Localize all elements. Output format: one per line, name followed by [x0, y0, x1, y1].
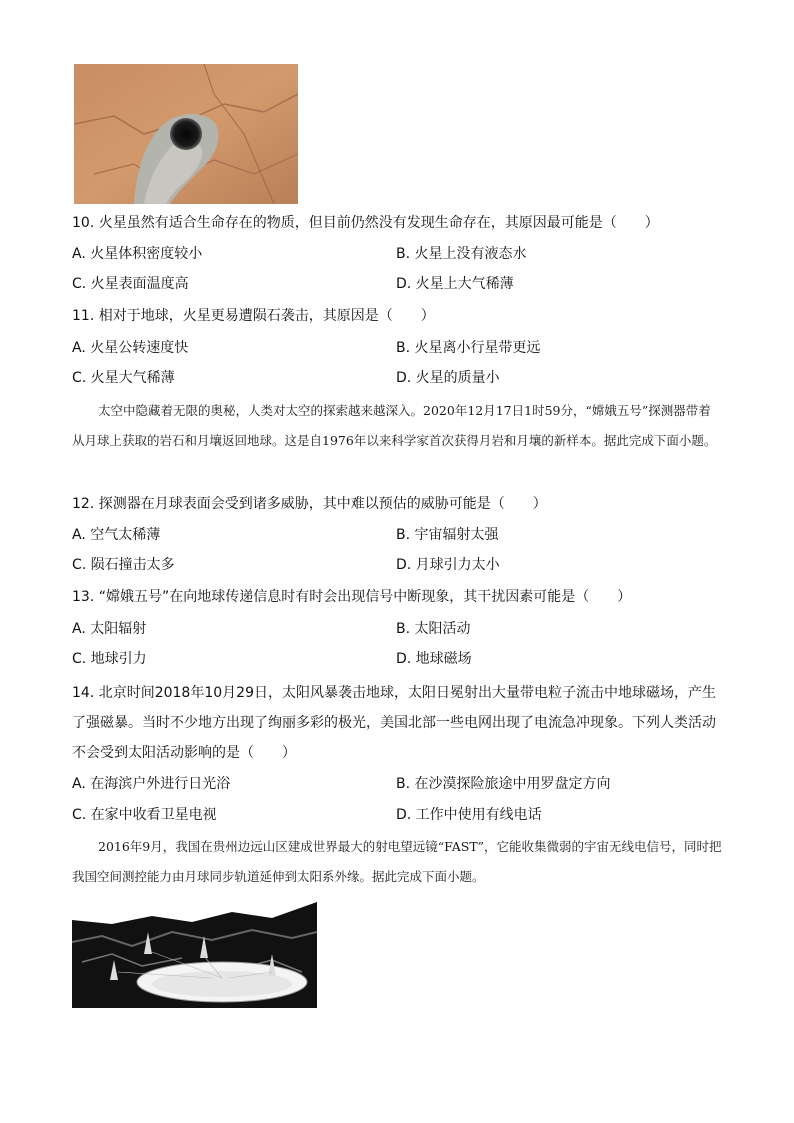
question-13-option-b: B. 太阳活动 [396, 621, 471, 637]
question-10-option-d: D. 火星上大气稀薄 [396, 276, 514, 292]
question-14-option-d: D. 工作中使用有线电话 [396, 807, 542, 823]
question-10-stem: 10. 火星虽然有适合生命存在的物质，但目前仍然没有发现生命存在，其原因最可能是（ ） [72, 215, 659, 231]
question-11-option-d: D. 火星的质量小 [396, 370, 500, 386]
question-14-stem: 14. 北京时间2018年10月29日，太阳风暴袭击地球，太阳日冕射出大量带电粒子流击中地球磁场，产生了强磁暴。当时不少地方出现了绚丽多彩的极光，美国北部一些电网出现了电流急冲现象。下列人类活动不会受到太阳活动影响的是（ ） [72, 685, 716, 761]
question-12-option-b: B. 宇宙辐射太强 [396, 527, 499, 543]
question-10-option-a: A. 火星体积密度较小 [72, 246, 203, 262]
passage-change5: 太空中隐藏着无限的奥秘，人类对太空的探索越来越深入。2020年12月17日1时59分，“嫦娥五号”探测器带着从月球上获取的岩石和月壤返回地球。这是自1976年以来科学家首次获得月岩和月壤的新样本。据此完成下面小题。 [72, 403, 717, 448]
fast-telescope-photo [72, 902, 317, 1008]
question-12-option-d: D. 月球引力太小 [396, 557, 500, 573]
question-14-option-b: B. 在沙漠探险旅途中用罗盘定方向 [396, 776, 611, 792]
question-11-option-b: B. 火星离小行星带更远 [396, 340, 541, 356]
question-14-option-c: C. 在家中收看卫星电视 [72, 807, 217, 823]
fast-telescope-image [72, 902, 317, 1008]
question-13-stem: 13. “嫦娥五号”在向地球传递信息时有时会出现信号中断现象，其干扰因素可能是（ ） [72, 589, 632, 605]
question-10-option-c: C. 火星表面温度高 [72, 276, 189, 292]
mars-rock-image [74, 64, 298, 204]
question-10-option-b: B. 火星上没有液态水 [396, 246, 527, 262]
question-11-option-a: A. 火星公转速度快 [72, 340, 189, 356]
passage-fast: 2016年9月，我国在贵州边远山区建成世界最大的射电望远镜“FAST”，它能收集微弱的宇宙无线电信号，同时把我国空间测控能力由月球同步轨道延伸到太阳系外缘。据此完成下面小题。 [72, 839, 722, 884]
question-12-option-c: C. 陨石撞击太多 [72, 557, 175, 573]
question-12-option-a: A. 空气太稀薄 [72, 527, 161, 543]
question-13-option-a: A. 太阳辐射 [72, 621, 147, 637]
question-11-option-c: C. 火星大气稀薄 [72, 370, 175, 386]
question-11-stem: 11. 相对于地球，火星更易遭陨石袭击，其原因是（ ） [72, 308, 435, 324]
question-13-option-c: C. 地球引力 [72, 651, 147, 667]
question-12-stem: 12. 探测器在月球表面会受到诸多威胁，其中难以预估的威胁可能是（ ） [72, 496, 547, 512]
question-14-option-a: A. 在海滨户外进行日光浴 [72, 776, 231, 792]
question-13-option-d: D. 地球磁场 [396, 651, 472, 667]
mars-rock-drill-hole-photo [74, 64, 298, 204]
